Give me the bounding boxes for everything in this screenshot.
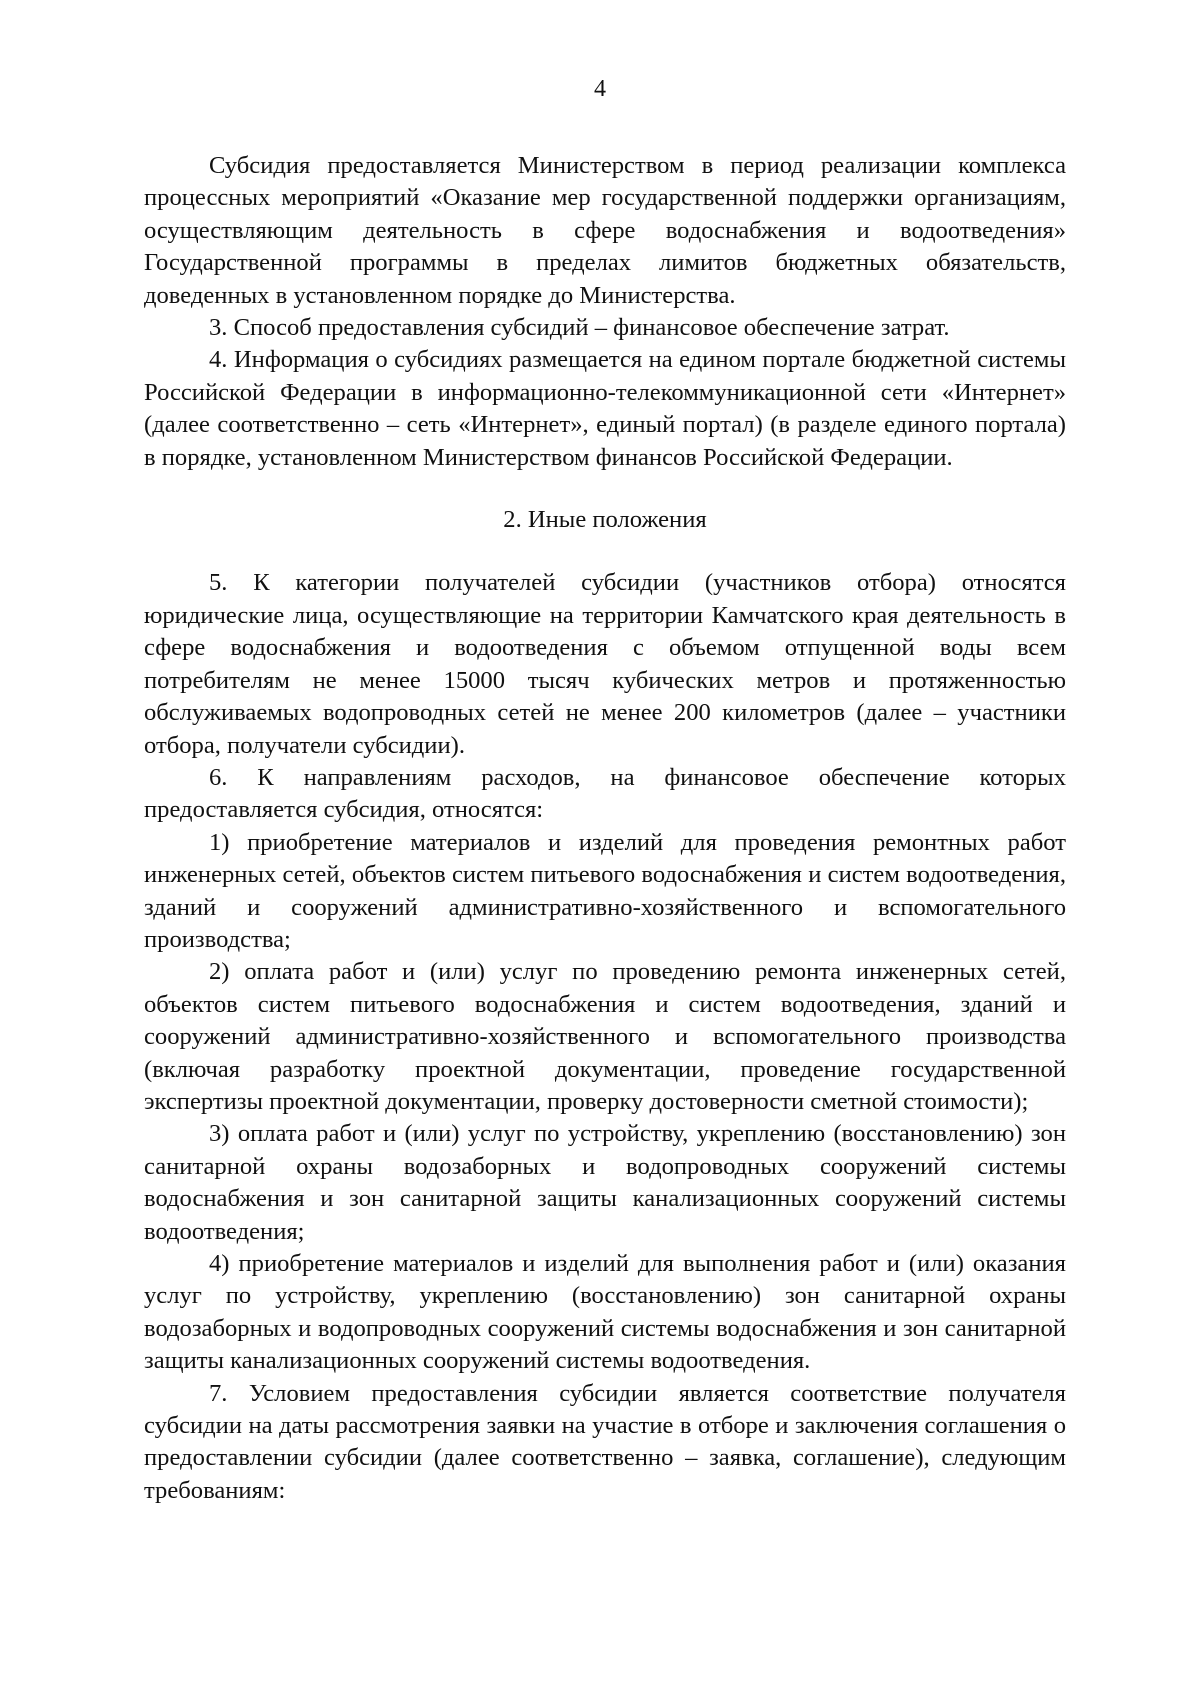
paragraph-3-method: 3. Способ предоставления субсидий – финансовое обеспечение затрат. [209,314,950,342]
paragraph-7-conditions: 7. Условием предоставления субсидии является соответствие получателя субсидии на даты рассмотрения заявки на участие в отборе и заключения соглашения о предоставлении субсидии (далее соответственно – заявка, соглашение), следующим требованиям: [144,1379,1066,1504]
section-heading: 2. Иные положения [503,506,707,534]
list-item-2: 2) оплата работ и (или) услуг по проведению ремонта инженерных сетей, объектов систем питьевого водоснабжения и систем водоотведения, зданий и сооружений административно-хозяйственного и вспомогательного производства (включая разработку проектной документации, проведение государственной экспертизы проектной документации, проверку достоверности сметной стоимости); [144,958,1066,1115]
list-item-3: 3) оплата работ и (или) услуг по устройству, укреплению (восстановлению) зон санитарной охраны водозаборных и водопроводных сооружений системы водоснабжения и зон санитарной защиты канализационных сооружений системы водоотведения; [144,1120,1066,1245]
paragraph-5-recipients: 5. К категории получателей субсидии (участников отбора) относятся юридические лица, осуществляющие на территории Камчатского края деятельность в сфере водоснабжения и водоотведения с объемом отпущенной воды всем потребителям не менее 15000 тысяч кубических метров и протяженностью обслуживаемых водопроводных сетей не менее 200 километров (далее – участники отбора, получатели субсидии). [144,569,1066,759]
paragraph-subsidy-provision: Субсидия предоставляется Министерством в период реализации комплекса процессных мероприятий «Оказание мер государственной поддержки организациям, осуществляющим деятельность в сфере водоснабжения и водоотведения» Государственной программы в пределах лимитов бюджетных обязательств, доведенных в установленном порядке до Министерства. [144,152,1066,309]
list-item-1: 1) приобретение материалов и изделий для проведения ремонтных работ инженерных сетей, объектов систем питьевого водоснабжения и систем водоотведения, зданий и сооружений административно-хозяйственного и вспомогательного производства; [144,828,1066,953]
document-body [144,150,1066,1507]
paragraph-6-expenses: 6. К направлениям расходов, на финансовое обеспечение которых предоставляется субсидия, относятся: [144,763,1066,824]
page-number: 4 [594,76,606,102]
paragraph-4-information: 4. Информация о субсидиях размещается на едином портале бюджетной системы Российской Федерации в информационно-телекоммуникационной сети «Интернет» (далее соответственно – сеть «Интернет», единый портал) (в разделе единого портала) в порядке, установленном Министерством финансов Российской Федерации. [144,346,1066,471]
list-item-4: 4) приобретение материалов и изделий для выполнения работ и (или) оказания услуг по устройству, укреплению (восстановлению) зон санитарной охраны водозаборных и водопроводных сооружений системы водоснабжения и зон санитарной защиты канализационных сооружений системы водоотведения. [144,1250,1066,1375]
